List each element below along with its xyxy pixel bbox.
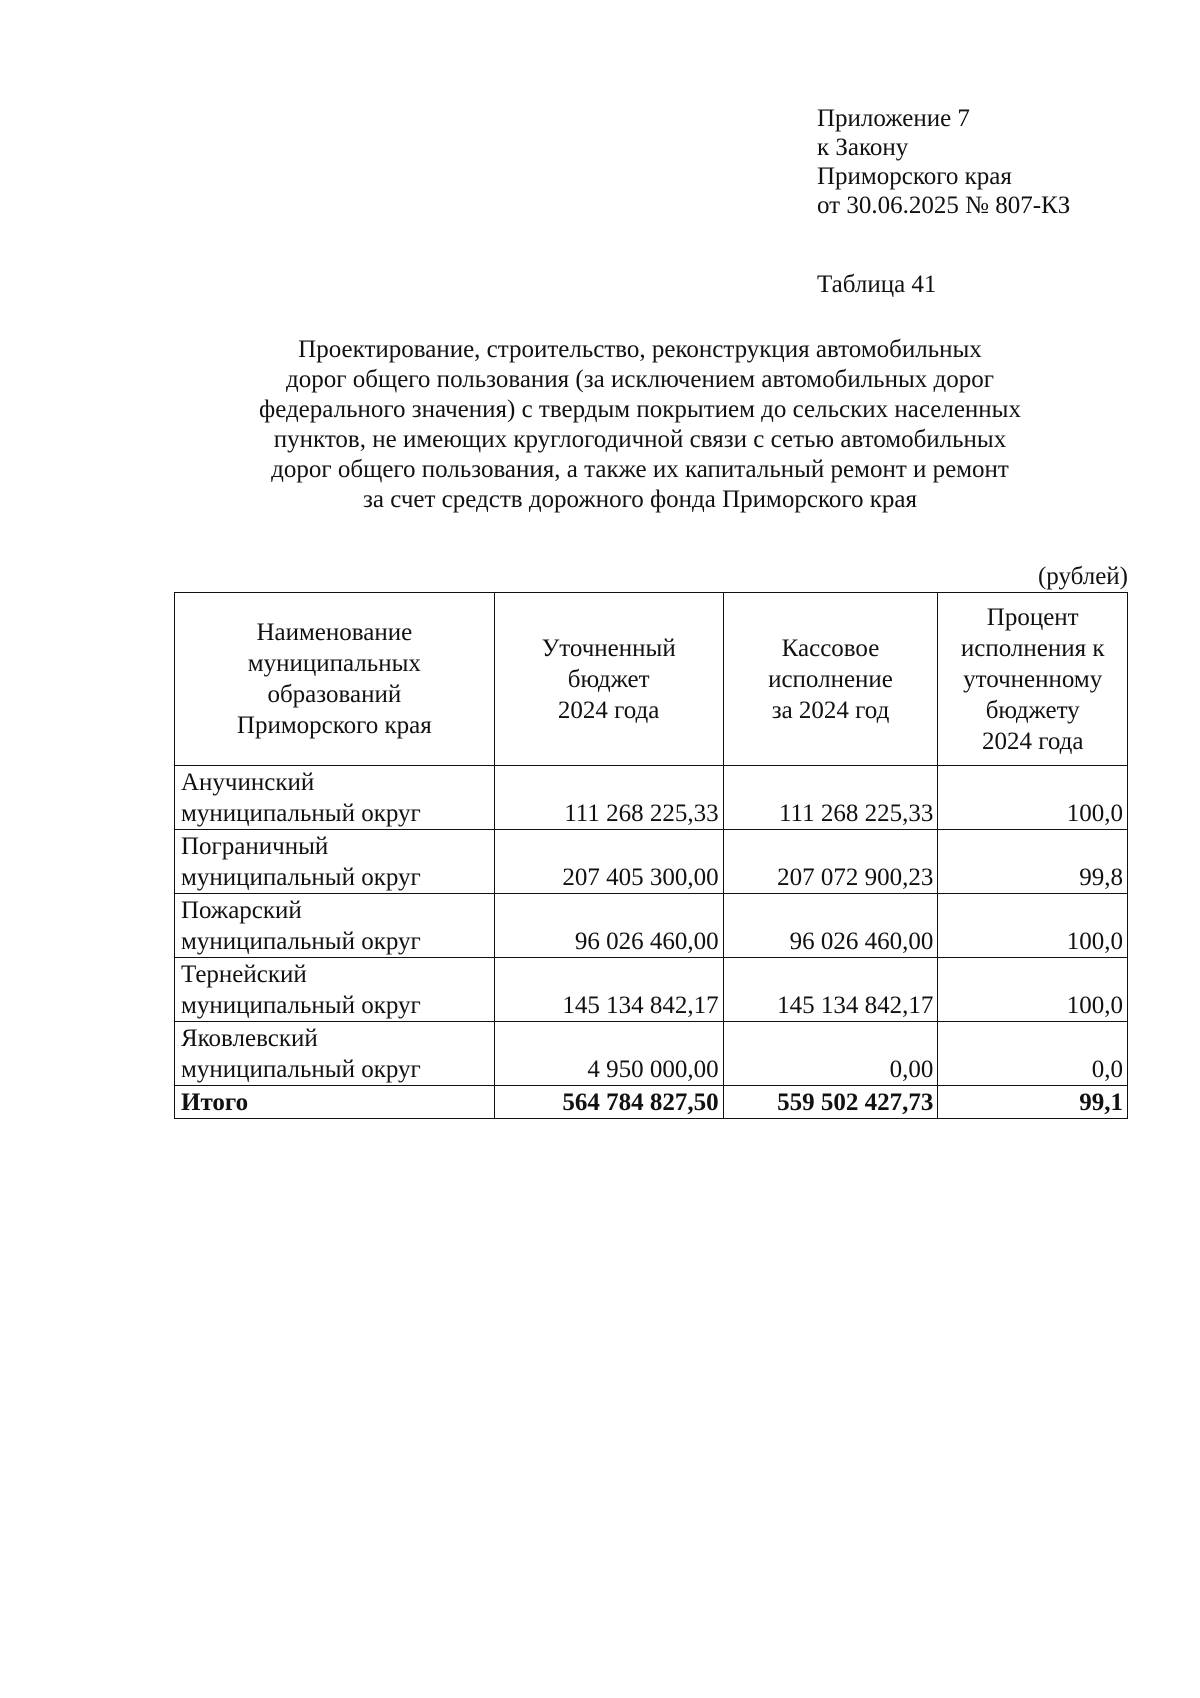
- total-label: Итого: [175, 1086, 495, 1119]
- annex-line: от 30.06.2025 № 807-КЗ: [817, 192, 1071, 219]
- table-number: Таблица 41: [817, 271, 937, 298]
- municipality-cell: [175, 766, 495, 830]
- title-line: Проектирование, строительство, реконструкция автомобильных: [298, 336, 982, 363]
- header-line: Наименование: [256, 619, 413, 646]
- table-row: [175, 894, 1128, 958]
- header-line: образований: [267, 681, 402, 708]
- header-line: бюджету: [985, 696, 1080, 724]
- title-line: за счет средств дорожного фонда Приморского края: [363, 486, 917, 513]
- annex-reference: [817, 104, 1070, 220]
- execution-cell: 0,00: [723, 1022, 938, 1086]
- percent-cell: 99,8: [938, 830, 1128, 894]
- header-budget: [494, 593, 723, 766]
- unit-label: (рублей): [1037, 563, 1128, 590]
- annex-line: Приложение 7: [817, 105, 970, 132]
- table-row: [175, 958, 1128, 1022]
- header-line: муниципальных: [247, 650, 421, 677]
- municipality-cell: [175, 894, 495, 958]
- total-execution: 559 502 427,73: [723, 1086, 938, 1119]
- header-line: уточненному: [963, 665, 1103, 693]
- municipality-name: Анучинский: [181, 769, 315, 796]
- municipality-name: Пожарский: [181, 897, 302, 924]
- table-row: [175, 1022, 1128, 1086]
- municipality-cell: [175, 958, 495, 1022]
- municipality-name: Яковлевский: [181, 1025, 318, 1052]
- table-row: [175, 830, 1128, 894]
- header-line: 2024 года: [981, 727, 1084, 755]
- percent-cell: 100,0: [938, 894, 1128, 958]
- header-line: бюджет: [567, 665, 650, 693]
- annex-line: Приморского края: [817, 163, 1012, 190]
- municipality-cell: [175, 1022, 495, 1086]
- municipality-type: муниципальный округ: [181, 800, 421, 827]
- header-percent: [938, 593, 1128, 766]
- municipality-type: муниципальный округ: [181, 992, 421, 1019]
- execution-cell: 96 026 460,00: [723, 894, 938, 958]
- header-row: [175, 593, 1128, 766]
- header-line: Кассовое: [781, 634, 880, 662]
- execution-cell: 111 268 225,33: [723, 766, 938, 830]
- header-line: за 2024 год: [771, 696, 890, 724]
- header-line: 2024 года: [557, 696, 660, 724]
- budget-cell: 111 268 225,33: [494, 766, 723, 830]
- municipality-type: муниципальный округ: [181, 928, 421, 955]
- budget-cell: 4 950 000,00: [494, 1022, 723, 1086]
- percent-cell: 100,0: [938, 766, 1128, 830]
- municipality-name: Пограничный: [181, 833, 329, 860]
- title-line: дорог общего пользования (за исключением автомобильных дорог: [286, 366, 994, 393]
- header-line: Процент: [986, 603, 1079, 631]
- table-row: [175, 766, 1128, 830]
- header-municipality: [175, 593, 495, 766]
- total-budget: 564 784 827,50: [494, 1086, 723, 1119]
- document-title: [160, 335, 1120, 515]
- budget-cell: 145 134 842,17: [494, 958, 723, 1022]
- municipality-name: Тернейский: [181, 961, 307, 988]
- title-line: дорог общего пользования, а также их капитальный ремонт и ремонт: [271, 456, 1009, 483]
- title-line: пунктов, не имеющих круглогодичной связи с сетью автомобильных: [273, 426, 1007, 453]
- percent-cell: 100,0: [938, 958, 1128, 1022]
- execution-cell: 207 072 900,23: [723, 830, 938, 894]
- header-line: Приморского края: [236, 712, 432, 739]
- report-table: [174, 592, 1128, 1119]
- header-line: Уточненный: [541, 634, 676, 662]
- header-line: исполнения к: [960, 634, 1105, 662]
- percent-cell: 0,0: [938, 1022, 1128, 1086]
- annex-line: к Закону: [817, 134, 909, 161]
- title-line: федерального значения) с твердым покрытием до сельских населенных: [259, 396, 1021, 423]
- municipality-type: муниципальный округ: [181, 1056, 421, 1083]
- municipality-cell: [175, 830, 495, 894]
- header-line: исполнение: [768, 665, 893, 693]
- municipality-type: муниципальный округ: [181, 864, 421, 891]
- budget-cell: 96 026 460,00: [494, 894, 723, 958]
- total-percent: 99,1: [938, 1086, 1128, 1119]
- header-execution: [723, 593, 938, 766]
- total-row: [175, 1086, 1128, 1119]
- execution-cell: 145 134 842,17: [723, 958, 938, 1022]
- budget-cell: 207 405 300,00: [494, 830, 723, 894]
